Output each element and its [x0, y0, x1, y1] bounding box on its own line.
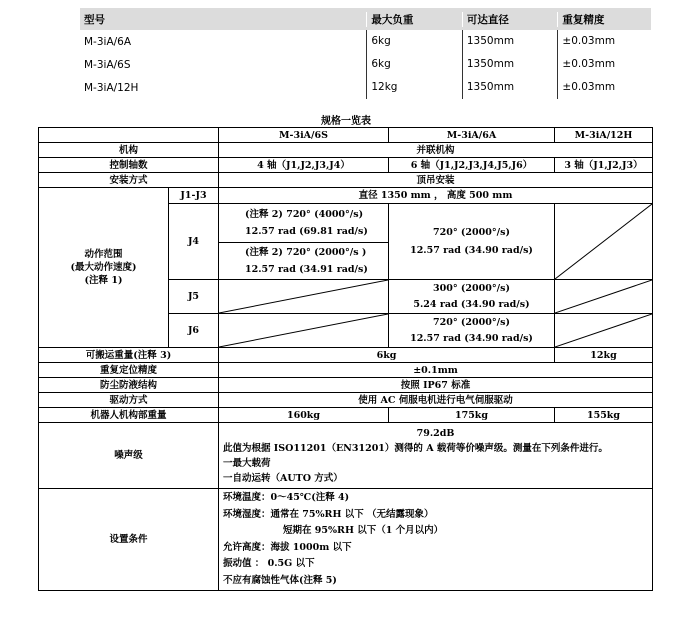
- axes-6s: 4 轴（J1,J2,J3,J4）: [219, 158, 389, 173]
- header-max-load: 最大负重: [366, 12, 462, 27]
- axes-12h: 3 轴（J1,J2,J3）: [555, 158, 653, 173]
- diagonal-slash-icon: [219, 314, 388, 347]
- motion-label-line: (注释 1): [84, 275, 123, 286]
- header-repeatability: 重复精度: [557, 12, 651, 27]
- summary-header-row: [80, 8, 651, 30]
- install-line: 环境温度：0～45℃(注释 4): [223, 492, 350, 503]
- j6-label: J6: [169, 314, 219, 348]
- payload-12h: 12kg: [555, 348, 653, 363]
- table-row: [39, 489, 653, 591]
- j6-6a-line: 12.57 rad (34.90 rad/s): [410, 332, 533, 344]
- table-row: [39, 378, 653, 393]
- j4-6a-cell: [389, 204, 555, 280]
- mechanism-value: 并联机构: [219, 143, 653, 158]
- j4-6s-line: 12.57 rad (34.91 rad/s): [245, 264, 368, 275]
- j5-6a-cell: [389, 280, 555, 314]
- j6-6s-na-cell: [219, 314, 389, 348]
- install-line: 振动值 ： 0.5G 以下: [223, 558, 315, 569]
- noise-line: 此值为根据 ISO11201（EN31201）测得的 A 载荷等价噪声级。测量在下列条件进行。: [223, 442, 608, 454]
- model-6s-header: M-3iA/6S: [219, 128, 389, 143]
- protection-label: 防尘防液结构: [39, 378, 219, 393]
- payload-6s-6a: 6kg: [219, 348, 555, 363]
- j4-12h-na-cell: [555, 204, 653, 280]
- cell-load: 6kg: [366, 30, 462, 53]
- table-row: [39, 423, 653, 489]
- j1j3-label: J1-J3: [169, 188, 219, 204]
- header-model: 型号: [84, 13, 105, 26]
- j5-label: J5: [169, 280, 219, 314]
- j5-6s-na-cell: [219, 280, 389, 314]
- j4-label: J4: [169, 204, 219, 280]
- mount-value: 顶吊安装: [219, 173, 653, 188]
- install-line: 环境湿度：通常在 75%RH 以下 （无结露现象）: [223, 508, 434, 520]
- cell-load: 6kg: [366, 53, 462, 76]
- axes-label: 控制轴数: [39, 158, 219, 173]
- j4-6s-upper: [219, 204, 388, 243]
- j4-6s-line: (注释 2) 720° (2000°/s ): [245, 247, 367, 258]
- install-value-cell: [219, 489, 653, 591]
- table-row: [39, 128, 653, 143]
- table-row: [80, 53, 651, 76]
- repeat-label: 重复定位精度: [39, 363, 219, 378]
- j6-6a-line: 720° (2000°/s): [433, 316, 510, 328]
- cell-load: 12kg: [366, 76, 462, 99]
- spec-table-title: 规格一览表: [321, 116, 371, 127]
- model-12h-header: M-3iA/12H: [555, 128, 653, 143]
- spec-table: [38, 127, 653, 591]
- drive-label: 驱动方式: [39, 393, 219, 408]
- weight-label: 机器人机构部重量: [39, 408, 219, 423]
- j4-6s-line: (注释 2) 720° (4000°/s): [245, 209, 364, 220]
- cell-repeat: ±0.03mm: [557, 53, 651, 76]
- table-row: [80, 76, 651, 99]
- repeat-value: ±0.1mm: [219, 363, 653, 378]
- model-summary-table: [80, 8, 651, 99]
- j6-6a-cell: [389, 314, 555, 348]
- drive-value: 使用 AC 伺服电机进行电气伺服驱动: [219, 393, 653, 408]
- model-6a-header: M-3iA/6A: [389, 128, 555, 143]
- cell-reach: 1350mm: [462, 76, 558, 99]
- payload-label: 可搬运重量(注释 3): [39, 348, 219, 363]
- j5-12h-na-cell: [555, 280, 653, 314]
- blank-header-cell: [39, 128, 219, 143]
- diagonal-slash-icon: [555, 314, 652, 347]
- install-line: 允许高度：海拔 1000m 以下: [223, 541, 352, 553]
- cell-model: M-3iA/6S: [84, 58, 131, 71]
- table-row: [39, 173, 653, 188]
- noise-line: 一最大载荷: [223, 457, 271, 469]
- motion-label-line: 动作范围: [84, 249, 123, 260]
- cell-repeat: ±0.03mm: [557, 30, 651, 53]
- table-row: [39, 188, 653, 204]
- table-row: [39, 393, 653, 408]
- cell-reach: 1350mm: [462, 53, 558, 76]
- j5-6a-line: 5.24 rad (34.90 rad/s): [413, 298, 530, 310]
- weight-12h: 155kg: [555, 408, 653, 423]
- j4-6s-cell: [219, 204, 389, 280]
- table-row: [39, 143, 653, 158]
- table-row: [39, 348, 653, 363]
- cell-reach: 1350mm: [462, 30, 558, 53]
- table-row: [39, 408, 653, 423]
- table-row: [39, 363, 653, 378]
- j4-6a-line: 720° (2000°/s): [433, 226, 510, 238]
- j4-6s-line: 12.57 rad (69.81 rad/s): [245, 226, 368, 237]
- table-row: [39, 158, 653, 173]
- j5-6a-line: 300° (2000°/s): [433, 282, 510, 294]
- noise-value-cell: [219, 423, 653, 489]
- diagonal-slash-icon: [219, 280, 388, 313]
- protection-value: 按照 IP67 标准: [219, 378, 653, 393]
- install-label: 设置条件: [39, 489, 219, 591]
- install-line: 不应有腐蚀性气体(注释 5): [223, 574, 337, 586]
- diagonal-slash-icon: [555, 280, 652, 313]
- diagonal-slash-icon: [555, 204, 652, 279]
- cell-repeat: ±0.03mm: [557, 76, 651, 99]
- j4-6s-lower: [219, 243, 388, 279]
- weight-6s: 160kg: [219, 408, 389, 423]
- j4-6a-line: 12.57 rad (34.90 rad/s): [410, 244, 533, 256]
- header-reach: 可达直径: [462, 12, 558, 27]
- install-line: 短期在 95%RH 以下（1 个月以内）: [283, 525, 444, 536]
- weight-6a: 175kg: [389, 408, 555, 423]
- cell-model: M-3iA/12H: [84, 81, 139, 94]
- mechanism-label: 机构: [39, 143, 219, 158]
- axes-6a: 6 轴（J1,J2,J3,J4,J5,J6）: [389, 158, 555, 173]
- noise-db: 79.2dB: [416, 427, 455, 439]
- cell-model: M-3iA/6A: [84, 35, 132, 48]
- noise-label: 噪声级: [39, 423, 219, 489]
- table-row: [80, 30, 651, 53]
- noise-line: 一自动运转（AUTO 方式）: [223, 472, 343, 484]
- motion-label-line: (最大动作速度): [70, 262, 137, 273]
- mount-label: 安装方式: [39, 173, 219, 188]
- motion-range-label: [39, 188, 169, 348]
- j1j3-value: 直径 1350 mm ， 高度 500 mm: [219, 188, 653, 204]
- j6-12h-na-cell: [555, 314, 653, 348]
